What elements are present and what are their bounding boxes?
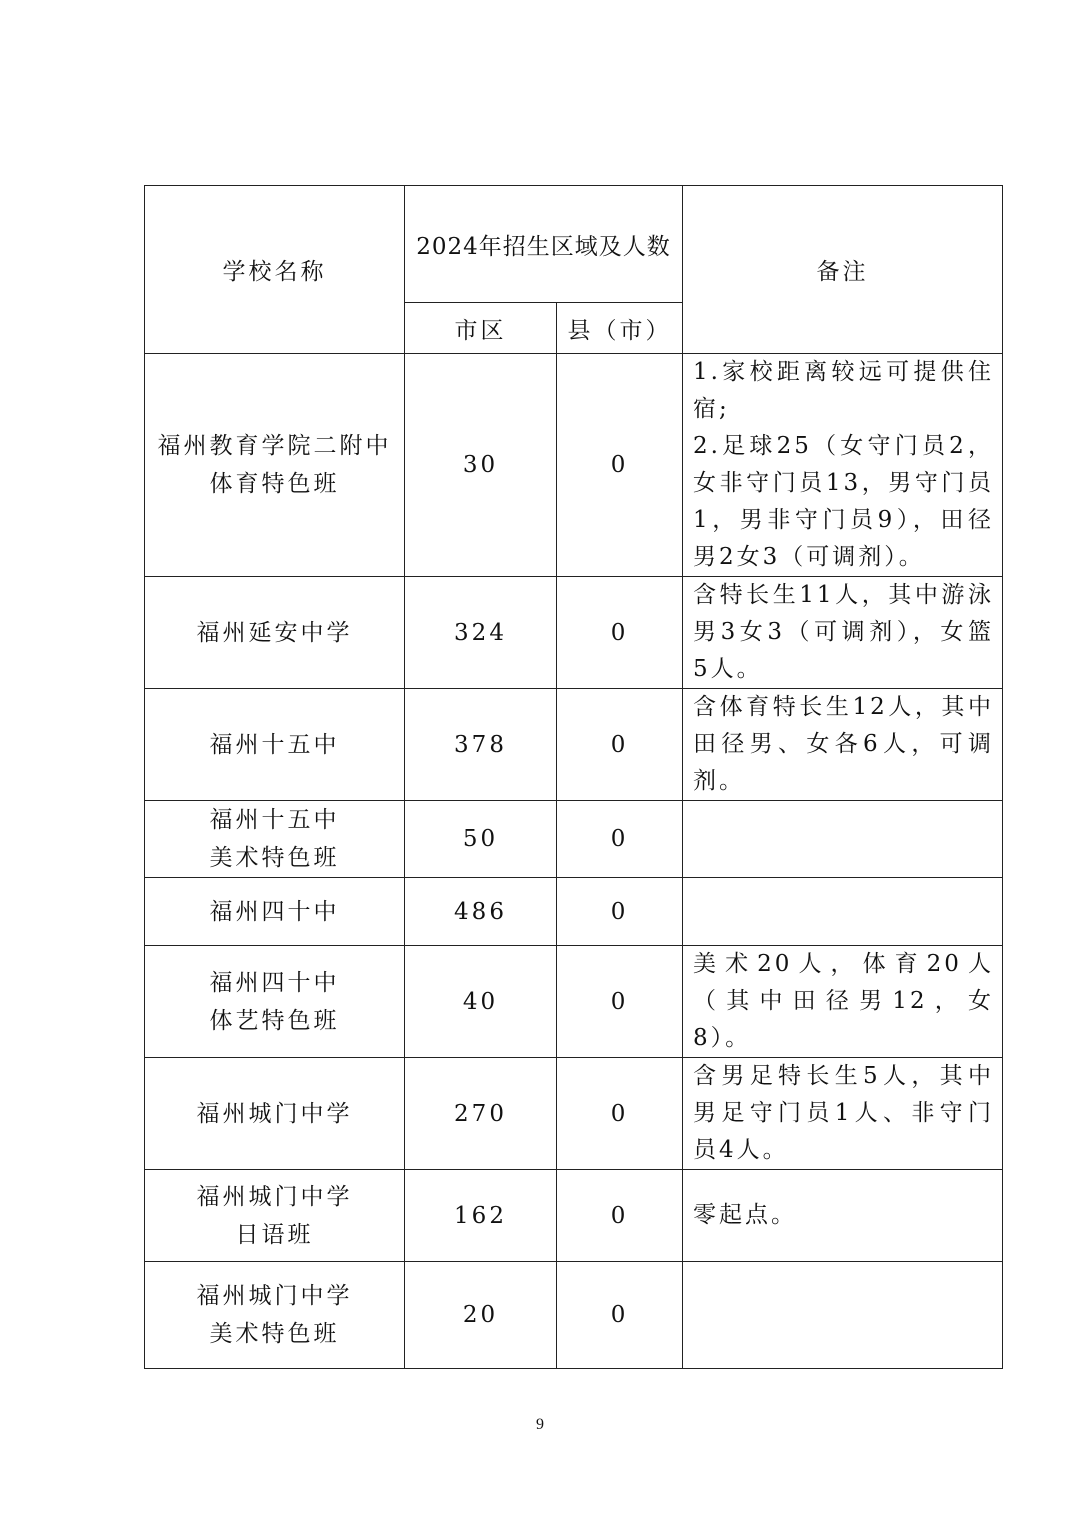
city-quota-cell: 270 (405, 1058, 557, 1170)
city-quota-cell: 486 (405, 878, 557, 946)
header-city-district: 市区 (405, 303, 557, 354)
enrollment-table (144, 185, 1003, 1369)
table-row (145, 946, 1003, 1058)
remark-cell (683, 354, 1003, 577)
header-county: 县（市） (557, 303, 683, 354)
city-quota-cell: 162 (405, 1170, 557, 1262)
school-name-line: 美术特色班 (209, 845, 340, 871)
remark-line: 零起点。 (693, 1202, 798, 1228)
county-quota-cell: 0 (557, 577, 683, 689)
school-name-cell (145, 1170, 405, 1262)
city-quota-cell: 324 (405, 577, 557, 689)
school-name-cell (145, 1058, 405, 1170)
county-quota-cell: 0 (557, 689, 683, 801)
page-number: 9 (536, 1416, 544, 1433)
county-quota-cell: 0 (557, 1058, 683, 1170)
table-body (145, 354, 1003, 1369)
school-name-line: 福州四十中 (209, 898, 340, 925)
county-quota-cell: 0 (557, 878, 683, 946)
county-quota-cell: 0 (557, 946, 683, 1058)
remark-line: 含特长生11人，其中游泳男3女3（可调剂），女篮5人。 (693, 582, 995, 682)
remark-cell (683, 1058, 1003, 1170)
school-name-line: 日语班 (235, 1221, 314, 1248)
remark-cell (683, 946, 1003, 1058)
header-school-name: 学校名称 (145, 186, 405, 354)
city-quota-cell: 30 (405, 354, 557, 577)
city-quota-cell: 40 (405, 946, 557, 1058)
remark-line: 含体育特长生12人，其中田径男、女各6人，可调剂。 (693, 694, 995, 794)
remark-cell (683, 801, 1003, 878)
school-name-line: 福州延安中学 (196, 619, 353, 646)
county-quota-cell: 0 (557, 801, 683, 878)
remark-cell (683, 1170, 1003, 1262)
header-enrollment-region: 2024年招生区域及人数 (405, 186, 683, 303)
city-quota-cell: 378 (405, 689, 557, 801)
school-name-line: 福州十五中 (209, 731, 340, 758)
school-name-cell (145, 354, 405, 577)
school-name-cell (145, 1262, 405, 1369)
school-name-line: 福州教育学院二附中 (157, 433, 392, 459)
remark-line: 美术20人，体育20人（其中田径男12，女8）。 (693, 951, 995, 1051)
school-name-cell (145, 878, 405, 946)
table-row (145, 878, 1003, 946)
table-row (145, 1262, 1003, 1369)
school-name-line: 福州四十中 (209, 969, 340, 996)
county-quota-cell: 0 (557, 1262, 683, 1369)
city-quota-cell: 20 (405, 1262, 557, 1369)
school-name-line: 福州城门中学 (196, 1100, 353, 1127)
school-name-cell (145, 689, 405, 801)
remark-cell (683, 689, 1003, 801)
table-row (145, 577, 1003, 689)
county-quota-cell: 0 (557, 354, 683, 577)
table-row (145, 689, 1003, 801)
header-remark: 备注 (683, 186, 1003, 354)
school-name-line: 体育特色班 (209, 471, 340, 497)
city-quota-cell: 50 (405, 801, 557, 878)
remark-cell (683, 1262, 1003, 1369)
school-name-line: 美术特色班 (209, 1321, 340, 1347)
school-name-cell (145, 577, 405, 689)
remark-line: 含男足特长生5人，其中男足守门员1人、非守门员4人。 (693, 1063, 995, 1163)
school-name-line: 福州十五中 (209, 807, 340, 833)
table-row (145, 1058, 1003, 1170)
table-header (145, 186, 1003, 354)
school-name-line: 福州城门中学 (196, 1183, 353, 1210)
table-row (145, 354, 1003, 577)
school-name-line: 体艺特色班 (209, 1007, 340, 1034)
county-quota-cell: 0 (557, 1170, 683, 1262)
table-row (145, 1170, 1003, 1262)
remark-line: 2.足球25（女守门员2，女非守门员13，男守门员1，男非守门员9），田径男2女3（可调剂）。 (693, 433, 995, 570)
school-name-cell (145, 946, 405, 1058)
remark-line: 1.家校距离较远可提供住宿; (693, 359, 995, 422)
remark-cell (683, 577, 1003, 689)
remark-cell (683, 878, 1003, 946)
table-row (145, 801, 1003, 878)
school-name-cell (145, 801, 405, 878)
school-name-line: 福州城门中学 (196, 1283, 353, 1309)
